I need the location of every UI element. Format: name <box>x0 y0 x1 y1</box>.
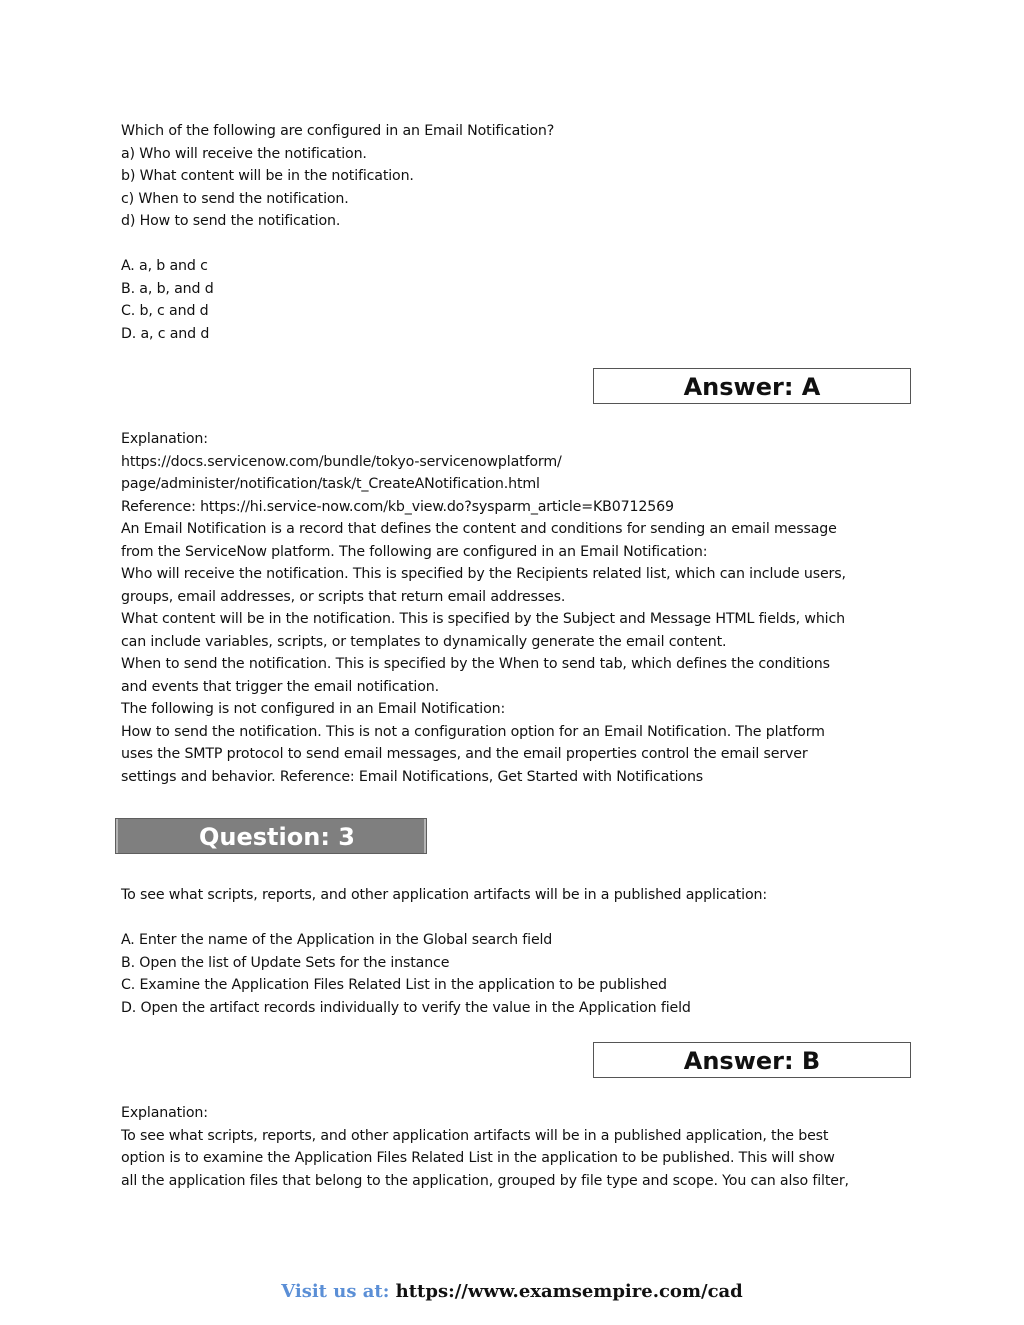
q2-explanation-link: https://docs.servicenow.com/bundle/tokyo-servicenowplatform/ <box>121 453 562 470</box>
q2-question <box>121 120 911 233</box>
q3-option-b: B. Open the list of Update Sets for the instance <box>121 954 450 971</box>
q2-explanation-reference: Reference: https://hi.service-now.com/kb_view.do?sysparm_article=KB0712569 <box>121 498 674 515</box>
q2-option-b: B. a, b, and d <box>121 280 214 297</box>
q2-explanation-line: How to send the notification. This is not a configuration option for an Email Notification. The platform <box>121 723 825 740</box>
q2-explanation-line: Who will receive the notification. This is specified by the Recipients related list, which can include users, <box>121 566 846 582</box>
footer-url-link[interactable]: https://www.examsempire.com/cad <box>395 1281 743 1302</box>
q2-options <box>121 255 911 345</box>
q3-question-line: To see what scripts, reports, and other application artifacts will be in a published application: <box>121 887 767 903</box>
q3-explanation-line: To see what scripts, reports, and other application artifacts will be in a published application, the best <box>121 1127 829 1144</box>
q2-explanation-line: An Email Notification is a record that defines the content and conditions for sending an email message <box>121 521 837 537</box>
q2-option-d: D. a, c and d <box>121 325 210 342</box>
q2-question-line: b) What content will be in the notification. <box>121 168 414 184</box>
footer-prefix: Visit us at: <box>281 1281 390 1302</box>
q2-explanation-line: settings and behavior. Reference: Email Notifications, Get Started with Notifications <box>121 768 704 785</box>
question-3-heading: Question: 3 <box>115 818 427 854</box>
q2-explanation-line: What content will be in the notification. This is specified by the Subject and Message HTML fields, which <box>121 611 845 627</box>
q2-question-line: Which of the following are configured in an Email Notification? <box>121 123 555 139</box>
q3-option-d: D. Open the artifact records individually to verify the value in the Application field <box>121 999 691 1016</box>
q3-explanation-line: option is to examine the Application Files Related List in the application to be published. This will show <box>121 1150 835 1166</box>
q2-explanation-line: can include variables, scripts, or templates to dynamically generate the email content. <box>121 633 727 650</box>
footer <box>0 1281 1024 1302</box>
q2-explanation-line: from the ServiceNow platform. The following are configured in an Email Notification: <box>121 543 708 560</box>
q2-explanation-line: uses the SMTP protocol to send email messages, and the email properties control the email server <box>121 746 808 762</box>
q2-explanation-line: groups, email addresses, or scripts that return email addresses. <box>121 588 566 605</box>
q2-question-line: c) When to send the notification. <box>121 190 349 207</box>
q2-explanation-link: page/administer/notification/task/t_CreateANotification.html <box>121 476 540 492</box>
q2-question-line: a) Who will receive the notification. <box>121 145 367 162</box>
q3-option-c: C. Examine the Application Files Related List in the application to be published <box>121 977 667 993</box>
q3-answer-box: Answer: B <box>593 1042 911 1078</box>
q3-options <box>121 929 911 1019</box>
q2-option-c: C. b, c and d <box>121 303 209 319</box>
q3-option-a: A. Enter the name of the Application in the Global search field <box>121 932 553 948</box>
q2-explanation-line: Explanation: <box>121 431 208 447</box>
q2-explanation <box>121 428 911 788</box>
q2-explanation-line: and events that trigger the email notification. <box>121 678 439 695</box>
q2-explanation-line: When to send the notification. This is specified by the When to send tab, which defines the conditions <box>121 656 830 672</box>
q3-question <box>121 884 911 907</box>
q2-answer-box: Answer: A <box>593 368 911 404</box>
q3-explanation-line: Explanation: <box>121 1105 208 1121</box>
q2-option-a: A. a, b and c <box>121 258 208 274</box>
q2-explanation-line: The following is not configured in an Email Notification: <box>121 701 506 717</box>
q2-question-line: d) How to send the notification. <box>121 213 341 229</box>
q3-explanation <box>121 1102 911 1192</box>
q3-explanation-line: all the application files that belong to the application, grouped by file type and scope. You can also filter, <box>121 1172 849 1189</box>
